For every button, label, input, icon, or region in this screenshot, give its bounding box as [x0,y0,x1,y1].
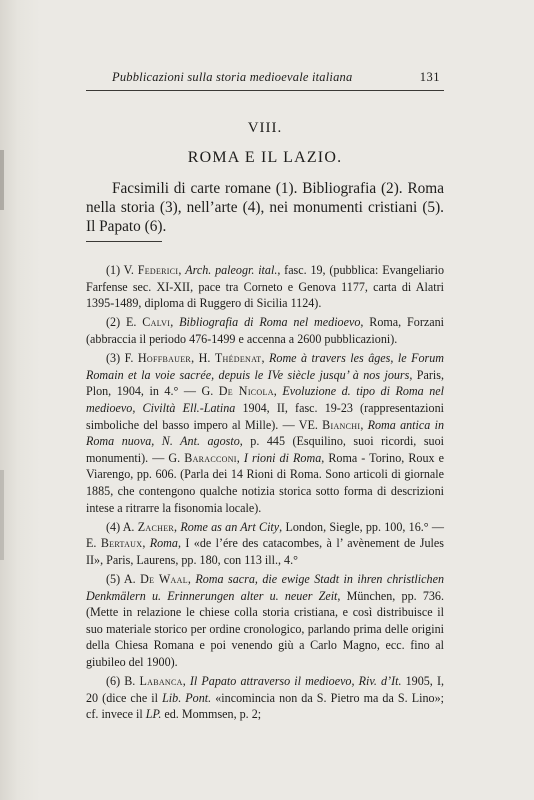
work-title: Rome à travers les âges, le Forum Romain et la voie sacrée, depuis le IVe siècle jusqu’ à nos jours [86,351,445,382]
footnote-6 [86,673,444,723]
work-title: Il Papato attraverso il medioevo, Riv. d’It. [189,674,402,689]
footnote-text: (6) B. [106,674,140,689]
footnote-text: , H. [191,351,215,366]
work-title: Roma antica in Roma nuova, N. Ant. agosto [86,417,444,449]
footnote-text: , Roma, Forzani (abbraccia il periodo 476-1499 e accenna a 2600 pubblicazioni). [86,315,444,346]
work-title: Evoluzione d. tipo di Roma nel medioevo, Civiltà Ell.-Latina [86,384,444,415]
author-name: Zacher [137,519,175,534]
author-name: Calvi [142,315,171,330]
running-head [86,70,444,90]
footnote-text: , [142,536,150,551]
footnote-text: , [261,351,270,366]
author-name: De Nicola [218,384,274,399]
footnote-text: , [182,674,190,689]
work-title: Lib. Pont. [162,690,212,705]
footnote-text: , [178,263,186,277]
footnote-text: , London, Siegle, pp. 100, 16.° — E. [86,519,444,551]
work-title: I rioni di Roma [243,450,322,465]
footnote-separator [86,241,162,242]
footnote-text: (2) E. [106,315,143,330]
intro-paragraph: Facsimili di carte romane (1). Bibliografia (2). Roma nella storia (3), nell’arte (4), nei monumenti cristiani (5). Il Papato (6). [86,180,444,235]
section-intro [86,179,444,236]
work-title: Arch. paleogr. ital. [185,263,278,277]
footnote-text: , [170,315,180,330]
footnotes [86,262,444,726]
footnote-text: «incomincia non da S. Pietro ma da S. Lino»; cf. invece il [86,690,444,722]
footnote-text: 1904, II, fasc. 19-23 (rappresentazioni simboliche del basso impero al Mille). — VE. [86,400,444,432]
header-rule [86,90,444,91]
footnote-5 [86,571,444,671]
work-title: Roma sacra, die ewige Stadt in ihren christlichen Denkmälern u. Erinnerungen alter u. neuer Zeit [86,572,444,603]
footnote-text: , fasc. 19, (pubblica: Evangeliario Farfense sec. XI-XII, pace tra Corneto e Genova 1177, carta di Alatri 1395-1489, diploma di Ruggero di Sicilia 1124). [86,263,444,311]
work-title: Rome as an Art City [180,519,280,534]
footnote-text: , [236,450,244,465]
footnote-text: , Paris, Plon, 1904, in 4.° — G. [86,367,444,399]
footnote-text: (3) F. [106,351,138,366]
footnote-4 [86,519,444,569]
author-name: Bianchi [322,417,361,432]
footnote-text: , Roma - Torino, Roux e Viarengo, pp. 606. (Parla dei 14 Rioni di Roma. Sono articoli di giornale 1885, che contengono qualche notizia storica sotto forma di descrizioni intese a ritrarre la fisonomia locale). [86,450,444,515]
work-title: Bibliografia di Roma nel medioevo [179,315,361,330]
footnote-text: , München, pp. 736. (Mette in relazione le chiese colla storia cristiana, e così distribuisce il suo materiale storico per ordine cronologico, parlando prima delle origini della Chiesa Romana e poi venendo giù a Carlo Magno, ecc. fino al giubileo del 1900). [86,588,444,670]
footnote-text: ed. Mommsen, p. 2; [161,707,262,722]
footnote-text: (5) A. [106,572,141,587]
section-title: ROMA E IL LAZIO. [187,149,343,166]
footnote-text: 1905, I, 20 (dice che il [86,674,444,705]
footnote-text: (4) A. [106,519,138,534]
page-edge-shadow [0,150,4,210]
footnote-text: , [187,572,196,587]
running-head-title: Pubblicazioni sulla storia medioevale italiana [112,70,353,84]
author-name: Baracconi [184,450,237,465]
footnote-1 [86,262,444,312]
footnote-text: (1) V. [106,263,138,277]
author-name: Labanca [139,674,183,689]
footnote-text: , [360,417,368,432]
footnote-text: , I «de l’ére des catacombes, à l’ avènement de Jules II», Paris, Laurens, pp. 180, con 113 ill., 4.° [86,536,444,567]
footnote-text: , [273,384,283,399]
section-number: VIII. [247,120,283,136]
footnote-2 [86,314,444,347]
footnote-text: , p. 445 (Esquilino, suoi ricordi, suoi monumenti). — G. [86,434,444,465]
work-title: LP. [145,707,162,722]
author-name: Thédenat [214,351,262,366]
page-number: 131 [419,70,440,84]
work-title: Roma [149,536,178,551]
page-edge-shadow [0,470,4,560]
footnote-3 [86,350,444,516]
author-name: Bertaux [100,536,143,551]
footnote-text: , [174,519,181,534]
author-name: Federici [137,263,179,277]
author-name: De Waal [140,572,188,587]
author-name: Hoffbauer [137,351,192,366]
